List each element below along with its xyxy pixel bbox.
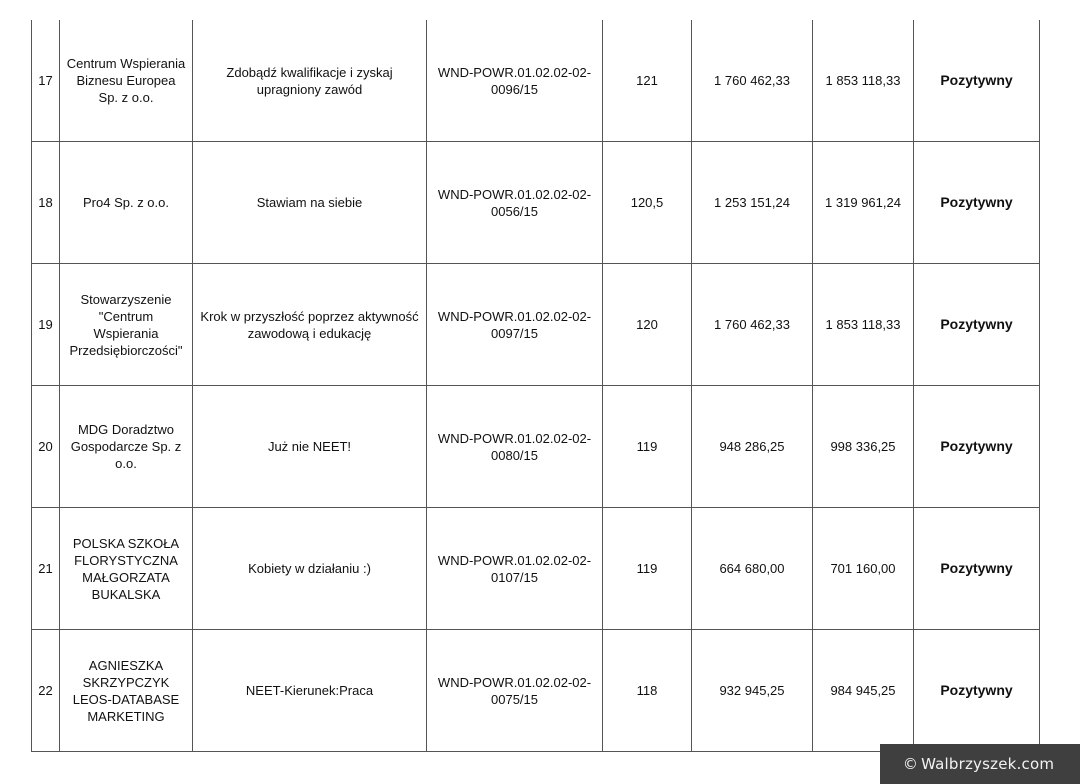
- table-row: [32, 630, 1040, 752]
- row-number: 18: [32, 142, 60, 264]
- table-row: [32, 386, 1040, 508]
- total-value: 932 945,25: [692, 630, 813, 752]
- table-row: [32, 20, 1040, 142]
- watermark: [880, 744, 1080, 784]
- status-result: Pozytywny: [914, 20, 1040, 142]
- project-title: Krok w przyszłość poprzez aktywność zawodową i edukację: [193, 264, 427, 386]
- applicant-name: MDG Doradztwo Gospodarcze Sp. z o.o.: [60, 386, 193, 508]
- eligible-value: 1 853 118,33: [813, 20, 914, 142]
- project-title: NEET-Kierunek:Praca: [193, 630, 427, 752]
- applicant-name: Pro4 Sp. z o.o.: [60, 142, 193, 264]
- application-number: WND-POWR.01.02.02-02-0075/15: [427, 630, 603, 752]
- project-title: Już nie NEET!: [193, 386, 427, 508]
- applicant-name: POLSKA SZKOŁA FLORYSTYCZNA MAŁGORZATA BUKALSKA: [60, 508, 193, 630]
- application-number: WND-POWR.01.02.02-02-0056/15: [427, 142, 603, 264]
- row-number: 21: [32, 508, 60, 630]
- application-number: WND-POWR.01.02.02-02-0096/15: [427, 20, 603, 142]
- points: 119: [603, 508, 692, 630]
- eligible-value: 1 319 961,24: [813, 142, 914, 264]
- table-row: [32, 264, 1040, 386]
- eligible-value: 1 853 118,33: [813, 264, 914, 386]
- points: 120,5: [603, 142, 692, 264]
- row-number: 19: [32, 264, 60, 386]
- application-number: WND-POWR.01.02.02-02-0107/15: [427, 508, 603, 630]
- points: 118: [603, 630, 692, 752]
- total-value: 1 760 462,33: [692, 264, 813, 386]
- total-value: 664 680,00: [692, 508, 813, 630]
- total-value: 948 286,25: [692, 386, 813, 508]
- status-result: Pozytywny: [914, 142, 1040, 264]
- status-result: Pozytywny: [914, 386, 1040, 508]
- table-row: [32, 508, 1040, 630]
- total-value: 1 760 462,33: [692, 20, 813, 142]
- table-row: [32, 142, 1040, 264]
- applicant-name: Stowarzyszenie "Centrum Wspierania Przedsiębiorczości": [60, 264, 193, 386]
- status-result: Pozytywny: [914, 264, 1040, 386]
- project-title: Zdobądź kwalifikacje i zyskaj upragniony zawód: [193, 20, 427, 142]
- points: 119: [603, 386, 692, 508]
- total-value: 1 253 151,24: [692, 142, 813, 264]
- application-number: WND-POWR.01.02.02-02-0080/15: [427, 386, 603, 508]
- eligible-value: 998 336,25: [813, 386, 914, 508]
- applicant-name: AGNIESZKA SKRZYPCZYK LEOS-DATABASE MARKETING: [60, 630, 193, 752]
- applicant-name: Centrum Wspierania Biznesu Europea Sp. z o.o.: [60, 20, 193, 142]
- row-number: 22: [32, 630, 60, 752]
- eligible-value: 984 945,25: [813, 630, 914, 752]
- points: 120: [603, 264, 692, 386]
- project-title: Stawiam na siebie: [193, 142, 427, 264]
- project-title: Kobiety w działaniu :): [193, 508, 427, 630]
- application-number: WND-POWR.01.02.02-02-0097/15: [427, 264, 603, 386]
- status-result: Pozytywny: [914, 630, 1040, 752]
- row-number: 20: [32, 386, 60, 508]
- points: 121: [603, 20, 692, 142]
- eligible-value: 701 160,00: [813, 508, 914, 630]
- watermark-text: Walbrzyszek.com: [921, 755, 1055, 773]
- copyright-icon: ©: [902, 755, 919, 773]
- status-result: Pozytywny: [914, 508, 1040, 630]
- results-table-container: [31, 20, 1040, 752]
- results-table: [31, 20, 1040, 752]
- row-number: 17: [32, 20, 60, 142]
